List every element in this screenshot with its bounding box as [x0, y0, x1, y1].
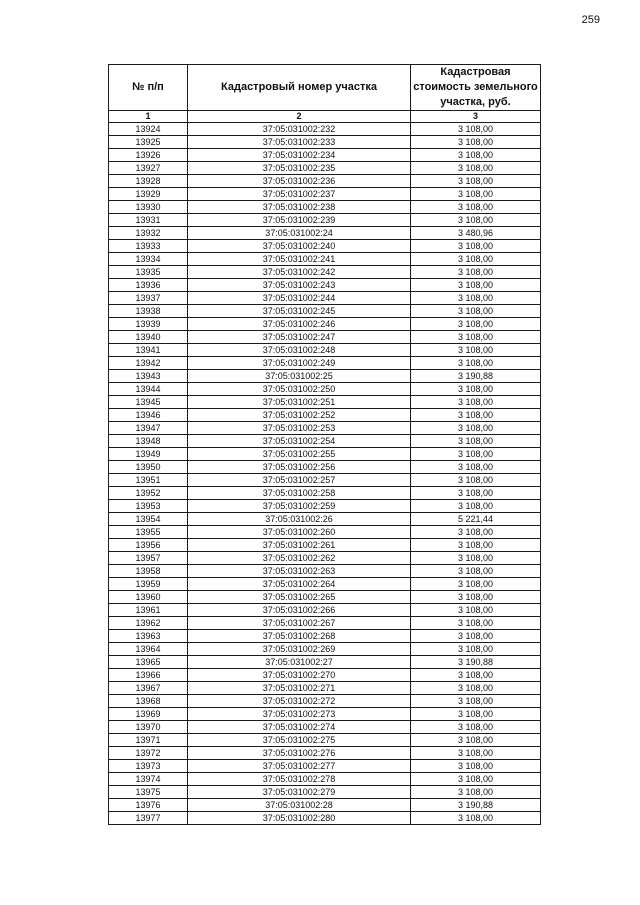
cadastral-value-cell: 3 108,00: [411, 500, 541, 513]
table-row: [109, 500, 541, 513]
row-number-cell: 13946: [109, 409, 188, 422]
cadastral-number-cell: 37:05:031002:248: [188, 344, 411, 357]
cadastral-value-cell: 5 221,44: [411, 513, 541, 526]
cadastral-value-cell: 3 108,00: [411, 383, 541, 396]
table-row: [109, 266, 541, 279]
cadastral-number-cell: 37:05:031002:260: [188, 526, 411, 539]
column-number-2: 2: [188, 111, 411, 123]
cadastral-value-cell: 3 108,00: [411, 812, 541, 825]
table-row: [109, 760, 541, 773]
row-number-cell: 13930: [109, 201, 188, 214]
table-row: [109, 240, 541, 253]
cadastral-number-cell: 37:05:031002:26: [188, 513, 411, 526]
cadastral-number-cell: 37:05:031002:252: [188, 409, 411, 422]
table-row: [109, 630, 541, 643]
column-number-3: 3: [411, 111, 541, 123]
row-number-cell: 13949: [109, 448, 188, 461]
cadastral-value-cell: 3 108,00: [411, 591, 541, 604]
row-number-cell: 13936: [109, 279, 188, 292]
table-row: [109, 214, 541, 227]
cadastral-number-cell: 37:05:031002:261: [188, 539, 411, 552]
table-row: [109, 149, 541, 162]
cadastral-number-cell: 37:05:031002:250: [188, 383, 411, 396]
cadastral-number-cell: 37:05:031002:235: [188, 162, 411, 175]
row-number-cell: 13966: [109, 669, 188, 682]
row-number-cell: 13941: [109, 344, 188, 357]
row-number-cell: 13952: [109, 487, 188, 500]
cadastral-value-cell: 3 108,00: [411, 578, 541, 591]
row-number-cell: 13947: [109, 422, 188, 435]
cadastral-value-cell: 3 108,00: [411, 669, 541, 682]
cadastral-number-cell: 37:05:031002:267: [188, 617, 411, 630]
cadastral-value-cell: 3 108,00: [411, 266, 541, 279]
row-number-cell: 13937: [109, 292, 188, 305]
table-row: [109, 370, 541, 383]
header-cadastral-value: Кадастровая стоимость земельного участка, руб.: [411, 65, 541, 111]
cadastral-value-cell: 3 108,00: [411, 734, 541, 747]
row-number-cell: 13929: [109, 188, 188, 201]
row-number-cell: 13974: [109, 773, 188, 786]
cadastral-number-cell: 37:05:031002:27: [188, 656, 411, 669]
row-number-cell: 13955: [109, 526, 188, 539]
column-number-row: [109, 111, 541, 123]
table-row: [109, 331, 541, 344]
row-number-cell: 13943: [109, 370, 188, 383]
cadastral-number-cell: 37:05:031002:253: [188, 422, 411, 435]
cadastral-value-cell: 3 108,00: [411, 279, 541, 292]
table-row: [109, 695, 541, 708]
table-row: [109, 188, 541, 201]
cadastral-number-cell: 37:05:031002:233: [188, 136, 411, 149]
cadastral-number-cell: 37:05:031002:239: [188, 214, 411, 227]
cadastral-number-cell: 37:05:031002:279: [188, 786, 411, 799]
table-row: [109, 747, 541, 760]
cadastral-number-cell: 37:05:031002:278: [188, 773, 411, 786]
cadastral-number-cell: 37:05:031002:249: [188, 357, 411, 370]
cadastral-value-cell: 3 108,00: [411, 682, 541, 695]
row-number-cell: 13940: [109, 331, 188, 344]
table-body: [109, 123, 541, 825]
header-row: [109, 65, 541, 111]
cadastral-number-cell: 37:05:031002:25: [188, 370, 411, 383]
row-number-cell: 13956: [109, 539, 188, 552]
cadastral-value-cell: 3 108,00: [411, 721, 541, 734]
row-number-cell: 13928: [109, 175, 188, 188]
table-row: [109, 643, 541, 656]
table-row: [109, 721, 541, 734]
cadastral-number-cell: 37:05:031002:277: [188, 760, 411, 773]
cadastral-number-cell: 37:05:031002:259: [188, 500, 411, 513]
table-row: [109, 201, 541, 214]
row-number-cell: 13942: [109, 357, 188, 370]
cadastral-value-cell: 3 108,00: [411, 292, 541, 305]
cadastral-number-cell: 37:05:031002:236: [188, 175, 411, 188]
cadastral-number-cell: 37:05:031002:258: [188, 487, 411, 500]
row-number-cell: 13973: [109, 760, 188, 773]
table-row: [109, 474, 541, 487]
cadastral-value-cell: 3 190,88: [411, 799, 541, 812]
table-row: [109, 409, 541, 422]
cadastral-number-cell: 37:05:031002:234: [188, 149, 411, 162]
cadastral-value-cell: 3 108,00: [411, 448, 541, 461]
cadastral-value-cell: 3 108,00: [411, 487, 541, 500]
row-number-cell: 13925: [109, 136, 188, 149]
table-row: [109, 318, 541, 331]
row-number-cell: 13958: [109, 565, 188, 578]
cadastral-value-cell: 3 108,00: [411, 188, 541, 201]
cadastral-value-cell: 3 108,00: [411, 409, 541, 422]
cadastral-value-cell: 3 108,00: [411, 253, 541, 266]
cadastral-number-cell: 37:05:031002:238: [188, 201, 411, 214]
column-number-1: 1: [109, 111, 188, 123]
row-number-cell: 13932: [109, 227, 188, 240]
table-row: [109, 487, 541, 500]
row-number-cell: 13969: [109, 708, 188, 721]
table-row: [109, 422, 541, 435]
cadastral-number-cell: 37:05:031002:269: [188, 643, 411, 656]
cadastral-number-cell: 37:05:031002:245: [188, 305, 411, 318]
table-row: [109, 448, 541, 461]
row-number-cell: 13961: [109, 604, 188, 617]
row-number-cell: 13945: [109, 396, 188, 409]
cadastral-number-cell: 37:05:031002:242: [188, 266, 411, 279]
table-row: [109, 617, 541, 630]
row-number-cell: 13968: [109, 695, 188, 708]
cadastral-value-cell: 3 108,00: [411, 123, 541, 136]
cadastral-number-cell: 37:05:031002:237: [188, 188, 411, 201]
table-row: [109, 734, 541, 747]
table-row: [109, 162, 541, 175]
cadastral-value-cell: 3 108,00: [411, 708, 541, 721]
cadastral-value-cell: 3 108,00: [411, 305, 541, 318]
cadastral-number-cell: 37:05:031002:244: [188, 292, 411, 305]
table-header: [109, 65, 541, 123]
table-row: [109, 812, 541, 825]
cadastral-number-cell: 37:05:031002:280: [188, 812, 411, 825]
cadastral-number-cell: 37:05:031002:270: [188, 669, 411, 682]
header-cadastral-number: Кадастровый номер участка: [188, 65, 411, 111]
cadastral-value-cell: 3 108,00: [411, 162, 541, 175]
table-row: [109, 461, 541, 474]
cadastral-value-cell: 3 108,00: [411, 357, 541, 370]
table-row: [109, 123, 541, 136]
cadastral-value-cell: 3 108,00: [411, 435, 541, 448]
row-number-cell: 13944: [109, 383, 188, 396]
row-number-cell: 13953: [109, 500, 188, 513]
table-row: [109, 305, 541, 318]
cadastral-value-table: [108, 64, 541, 825]
row-number-cell: 13964: [109, 643, 188, 656]
table-row: [109, 773, 541, 786]
row-number-cell: 13950: [109, 461, 188, 474]
cadastral-number-cell: 37:05:031002:263: [188, 565, 411, 578]
cadastral-number-cell: 37:05:031002:271: [188, 682, 411, 695]
table-row: [109, 565, 541, 578]
cadastral-number-cell: 37:05:031002:274: [188, 721, 411, 734]
table-row: [109, 786, 541, 799]
cadastral-value-cell: 3 108,00: [411, 136, 541, 149]
cadastral-value-cell: 3 108,00: [411, 461, 541, 474]
cadastral-number-cell: 37:05:031002:232: [188, 123, 411, 136]
table-row: [109, 227, 541, 240]
row-number-cell: 13975: [109, 786, 188, 799]
cadastral-value-cell: 3 108,00: [411, 760, 541, 773]
header-row-number: № п/п: [109, 65, 188, 111]
cadastral-value-cell: 3 108,00: [411, 747, 541, 760]
row-number-cell: 13963: [109, 630, 188, 643]
cadastral-number-cell: 37:05:031002:273: [188, 708, 411, 721]
table-row: [109, 656, 541, 669]
row-number-cell: 13959: [109, 578, 188, 591]
cadastral-value-cell: 3 108,00: [411, 786, 541, 799]
cadastral-number-cell: 37:05:031002:251: [188, 396, 411, 409]
table-row: [109, 591, 541, 604]
table-row: [109, 604, 541, 617]
cadastral-value-cell: 3 108,00: [411, 474, 541, 487]
cadastral-number-cell: 37:05:031002:264: [188, 578, 411, 591]
row-number-cell: 13954: [109, 513, 188, 526]
row-number-cell: 13967: [109, 682, 188, 695]
cadastral-value-cell: 3 108,00: [411, 240, 541, 253]
cadastral-number-cell: 37:05:031002:247: [188, 331, 411, 344]
table-row: [109, 539, 541, 552]
cadastral-number-cell: 37:05:031002:243: [188, 279, 411, 292]
cadastral-value-cell: 3 108,00: [411, 539, 541, 552]
row-number-cell: 13957: [109, 552, 188, 565]
table-row: [109, 682, 541, 695]
row-number-cell: 13977: [109, 812, 188, 825]
cadastral-number-cell: 37:05:031002:265: [188, 591, 411, 604]
cadastral-value-cell: 3 108,00: [411, 214, 541, 227]
row-number-cell: 13962: [109, 617, 188, 630]
cadastral-number-cell: 37:05:031002:257: [188, 474, 411, 487]
cadastral-value-cell: 3 108,00: [411, 201, 541, 214]
table-row: [109, 526, 541, 539]
table-row: [109, 396, 541, 409]
row-number-cell: 13976: [109, 799, 188, 812]
row-number-cell: 13927: [109, 162, 188, 175]
cadastral-value-cell: 3 108,00: [411, 318, 541, 331]
row-number-cell: 13938: [109, 305, 188, 318]
cadastral-value-cell: 3 108,00: [411, 604, 541, 617]
cadastral-value-cell: 3 190,88: [411, 656, 541, 669]
table-row: [109, 435, 541, 448]
cadastral-value-cell: 3 108,00: [411, 552, 541, 565]
cadastral-value-cell: 3 108,00: [411, 175, 541, 188]
table-row: [109, 552, 541, 565]
cadastral-value-cell: 3 480,96: [411, 227, 541, 240]
page-number: 259: [581, 14, 600, 26]
cadastral-value-cell: 3 108,00: [411, 422, 541, 435]
cadastral-number-cell: 37:05:031002:246: [188, 318, 411, 331]
row-number-cell: 13926: [109, 149, 188, 162]
table-row: [109, 513, 541, 526]
row-number-cell: 13951: [109, 474, 188, 487]
row-number-cell: 13934: [109, 253, 188, 266]
table-row: [109, 383, 541, 396]
row-number-cell: 13935: [109, 266, 188, 279]
cadastral-value-cell: 3 108,00: [411, 396, 541, 409]
cadastral-number-cell: 37:05:031002:272: [188, 695, 411, 708]
row-number-cell: 13924: [109, 123, 188, 136]
cadastral-number-cell: 37:05:031002:262: [188, 552, 411, 565]
cadastral-number-cell: 37:05:031002:256: [188, 461, 411, 474]
cadastral-number-cell: 37:05:031002:241: [188, 253, 411, 266]
row-number-cell: 13970: [109, 721, 188, 734]
cadastral-value-cell: 3 108,00: [411, 617, 541, 630]
table-row: [109, 357, 541, 370]
cadastral-number-cell: 37:05:031002:255: [188, 448, 411, 461]
cadastral-number-cell: 37:05:031002:275: [188, 734, 411, 747]
table-row: [109, 578, 541, 591]
row-number-cell: 13972: [109, 747, 188, 760]
row-number-cell: 13931: [109, 214, 188, 227]
cadastral-value-cell: 3 108,00: [411, 526, 541, 539]
cadastral-number-cell: 37:05:031002:268: [188, 630, 411, 643]
cadastral-value-cell: 3 108,00: [411, 773, 541, 786]
cadastral-value-cell: 3 108,00: [411, 331, 541, 344]
cadastral-value-cell: 3 108,00: [411, 565, 541, 578]
cadastral-value-cell: 3 108,00: [411, 630, 541, 643]
row-number-cell: 13933: [109, 240, 188, 253]
row-number-cell: 13948: [109, 435, 188, 448]
cadastral-value-cell: 3 190,88: [411, 370, 541, 383]
cadastral-number-cell: 37:05:031002:266: [188, 604, 411, 617]
table-row: [109, 279, 541, 292]
table-row: [109, 669, 541, 682]
cadastral-number-cell: 37:05:031002:28: [188, 799, 411, 812]
cadastral-value-cell: 3 108,00: [411, 344, 541, 357]
table-row: [109, 175, 541, 188]
cadastral-number-cell: 37:05:031002:254: [188, 435, 411, 448]
cadastral-number-cell: 37:05:031002:276: [188, 747, 411, 760]
row-number-cell: 13939: [109, 318, 188, 331]
cadastral-number-cell: 37:05:031002:240: [188, 240, 411, 253]
row-number-cell: 13965: [109, 656, 188, 669]
row-number-cell: 13971: [109, 734, 188, 747]
table-row: [109, 136, 541, 149]
table-row: [109, 253, 541, 266]
cadastral-value-cell: 3 108,00: [411, 643, 541, 656]
table-row: [109, 708, 541, 721]
cadastral-value-cell: 3 108,00: [411, 149, 541, 162]
table-row: [109, 344, 541, 357]
table-row: [109, 292, 541, 305]
table-row: [109, 799, 541, 812]
cadastral-number-cell: 37:05:031002:24: [188, 227, 411, 240]
row-number-cell: 13960: [109, 591, 188, 604]
cadastral-value-cell: 3 108,00: [411, 695, 541, 708]
